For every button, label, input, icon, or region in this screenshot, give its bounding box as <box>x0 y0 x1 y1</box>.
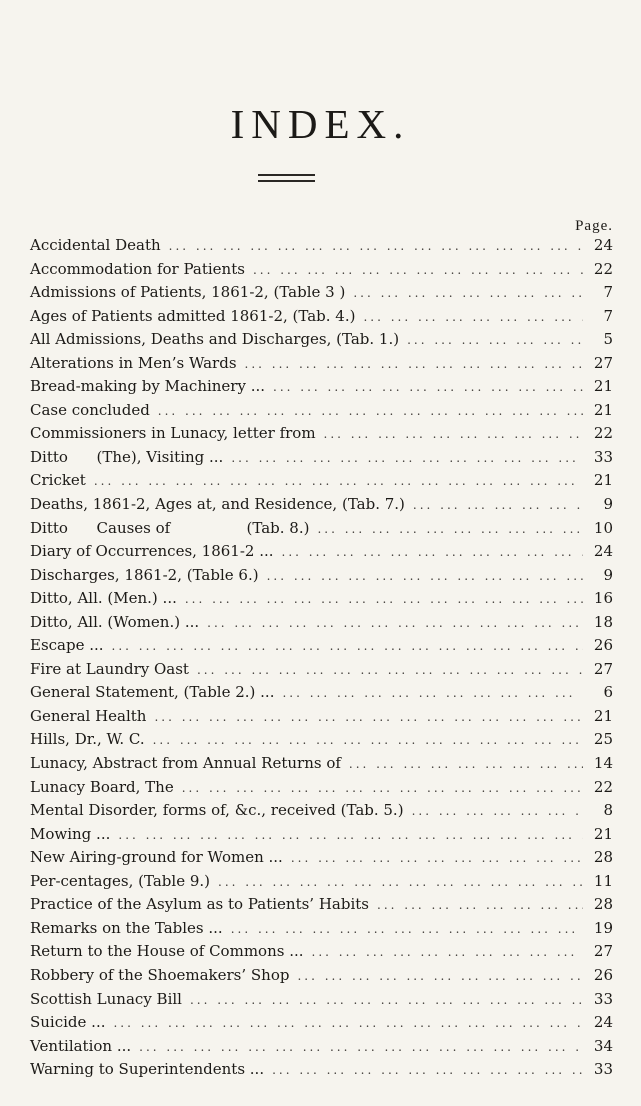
entry-label: Scottish Lunacy Bill <box>30 989 182 1008</box>
entry-page-number: 11 <box>593 871 613 890</box>
entry-label: Ditto, All. (Men.) ... <box>30 589 177 608</box>
index-entry <box>30 260 613 284</box>
entry-label: Remarks on the Tables ... <box>30 918 223 937</box>
entry-label: Admissions of Patients, 1861-2, (Table 3 ) <box>30 283 346 302</box>
index-entry <box>30 848 613 872</box>
index-entry <box>30 990 613 1014</box>
entry-page-number: 16 <box>593 589 613 608</box>
entry-page-number: 27 <box>593 659 613 678</box>
entry-page-number: 28 <box>593 895 613 914</box>
index-entry <box>30 636 613 660</box>
entry-page-number: 24 <box>593 542 613 561</box>
dot-leader <box>253 263 583 277</box>
dot-leader <box>112 639 583 653</box>
dot-leader <box>185 592 583 606</box>
dot-leader <box>153 733 583 747</box>
index-entry <box>30 377 613 401</box>
index-entry <box>30 1060 613 1084</box>
dot-leader <box>312 945 583 959</box>
dot-leader <box>154 710 583 724</box>
index-entry <box>30 683 613 707</box>
index-entry <box>30 1013 613 1037</box>
dot-leader <box>353 286 583 300</box>
dot-leader <box>273 380 583 394</box>
index-entry <box>30 542 613 566</box>
entry-label: Case concluded <box>30 400 150 419</box>
entry-page-number: 24 <box>593 1013 613 1032</box>
entry-label: Alterations in Men’s Wards <box>30 353 237 372</box>
dot-leader <box>291 851 583 865</box>
entry-page-number: 8 <box>603 801 613 820</box>
entry-label: Escape ... <box>30 636 104 655</box>
entry-label: Fire at Laundry Oast <box>30 659 189 678</box>
entry-label: Practice of the Asylum as to Patients’ Habits <box>30 895 369 914</box>
index-entry <box>30 801 613 825</box>
entry-label: Per-centages, (Table 9.) <box>30 871 210 890</box>
dot-leader <box>118 828 583 842</box>
entry-page-number: 21 <box>593 377 613 396</box>
entry-page-number: 21 <box>593 400 613 419</box>
entry-page-number: 25 <box>593 730 613 749</box>
entry-page-number: 14 <box>593 754 613 773</box>
entry-label: Hills, Dr., W. C. <box>30 730 145 749</box>
index-entry <box>30 730 613 754</box>
index-entry <box>30 1037 613 1061</box>
entry-page-number: 9 <box>603 495 613 514</box>
index-entry <box>30 330 613 354</box>
entry-label: Robbery of the Shoemakers’ Shop <box>30 965 290 984</box>
entry-page-number: 27 <box>593 942 613 961</box>
dot-leader <box>190 993 583 1007</box>
entry-page-number: 34 <box>593 1036 613 1055</box>
entry-label: Ventilation ... <box>30 1036 132 1055</box>
index-entry <box>30 401 613 425</box>
entry-page-number: 7 <box>603 283 613 302</box>
entry-page-number: 33 <box>593 447 613 466</box>
entry-label: Ditto Causes of (Tab. 8.) <box>30 518 310 537</box>
entry-label: Diary of Occurrences, 1861-2 ... <box>30 542 274 561</box>
entry-page-number: 28 <box>593 848 613 867</box>
entry-page-number: 9 <box>603 565 613 584</box>
dot-leader <box>413 498 583 512</box>
dot-leader <box>207 616 583 630</box>
entry-page-number: 22 <box>593 259 613 278</box>
dot-leader <box>94 474 583 488</box>
index-entry <box>30 966 613 990</box>
dot-leader <box>324 427 583 441</box>
entry-page-number: 7 <box>603 306 613 325</box>
entry-page-number: 6 <box>603 683 613 702</box>
entry-page-number: 33 <box>593 989 613 1008</box>
entry-label: Lunacy, Abstract from Annual Returns of <box>30 754 341 773</box>
dot-leader <box>113 1016 583 1030</box>
index-entry <box>30 495 613 519</box>
entry-label: Cricket <box>30 471 86 490</box>
index-entry <box>30 448 613 472</box>
entry-label: General Health <box>30 706 147 725</box>
dot-leader <box>349 757 583 771</box>
entry-label: Commissioners in Lunacy, letter from <box>30 424 316 443</box>
entry-page-number: 26 <box>593 636 613 655</box>
entry-label: Bread-making by Machinery ... <box>30 377 266 396</box>
dot-leader <box>297 969 583 983</box>
index-entry <box>30 613 613 637</box>
entry-label: Return to the House of Commons ... <box>30 942 304 961</box>
dot-leader <box>317 522 583 536</box>
entry-label: Mowing ... <box>30 824 111 843</box>
entry-label: Suicide ... <box>30 1013 106 1032</box>
title-rule-upper <box>258 174 315 176</box>
index-entry <box>30 895 613 919</box>
index-entry <box>30 424 613 448</box>
entry-label: Discharges, 1861-2, (Table 6.) <box>30 565 259 584</box>
index-entry <box>30 566 613 590</box>
title-rule-lower <box>258 180 315 182</box>
entry-page-number: 33 <box>593 1060 613 1079</box>
entry-label: Ages of Patients admitted 1861-2, (Tab. 4.) <box>30 306 356 325</box>
entry-page-number: 21 <box>593 471 613 490</box>
entry-label: Accommodation for Patients <box>30 259 245 278</box>
entry-label: All Admissions, Deaths and Discharges, (Tab. 1.) <box>30 330 400 349</box>
index-entry <box>30 754 613 778</box>
dot-leader <box>197 663 583 677</box>
dot-leader <box>231 922 583 936</box>
dot-leader <box>282 686 583 700</box>
dot-leader <box>245 357 583 371</box>
entry-page-number: 21 <box>593 824 613 843</box>
entry-page-number: 22 <box>593 424 613 443</box>
entry-label: New Airing-ground for Women ... <box>30 848 283 867</box>
dot-leader <box>407 333 583 347</box>
dot-leader <box>158 404 583 418</box>
dot-leader <box>182 781 583 795</box>
index-entries <box>30 236 613 1084</box>
dot-leader <box>218 875 583 889</box>
dot-leader <box>412 804 583 818</box>
entry-label: Ditto (The), Visiting ... <box>30 447 224 466</box>
index-entry <box>30 942 613 966</box>
index-entry <box>30 660 613 684</box>
entry-page-number: 26 <box>593 965 613 984</box>
entry-page-number: 24 <box>593 236 613 254</box>
entry-label: Warning to Superintendents ... <box>30 1060 265 1079</box>
dot-leader <box>377 898 583 912</box>
index-entry <box>30 354 613 378</box>
index-entry <box>30 707 613 731</box>
entry-page-number: 18 <box>593 612 613 631</box>
dot-leader <box>169 239 583 253</box>
index-entry <box>30 307 613 331</box>
dot-leader <box>267 569 583 583</box>
entry-label: General Statement, (Table 2.) ... <box>30 683 275 702</box>
entry-page-number: 22 <box>593 777 613 796</box>
page-column-header: Page. <box>575 218 613 234</box>
entry-page-number: 10 <box>593 518 613 537</box>
entry-label: Ditto, All. (Women.) ... <box>30 612 200 631</box>
index-title: INDEX. <box>230 101 411 147</box>
index-entry <box>30 778 613 802</box>
dot-leader <box>363 310 583 324</box>
index-entry <box>30 919 613 943</box>
index-entry <box>30 471 613 495</box>
index-entry <box>30 236 613 260</box>
index-entry <box>30 872 613 896</box>
entry-label: Accidental Death <box>30 236 161 254</box>
index-entry <box>30 589 613 613</box>
entry-page-number: 21 <box>593 706 613 725</box>
entry-page-number: 19 <box>593 918 613 937</box>
entry-page-number: 27 <box>593 353 613 372</box>
dot-leader <box>231 451 583 465</box>
dot-leader <box>139 1040 583 1054</box>
entry-page-number: 5 <box>603 330 613 349</box>
index-entry <box>30 283 613 307</box>
entry-label: Lunacy Board, The <box>30 777 174 796</box>
dot-leader <box>272 1063 583 1077</box>
dot-leader <box>282 545 583 559</box>
index-entry <box>30 825 613 849</box>
index-entry <box>30 519 613 543</box>
entry-label: Mental Disorder, forms of, &c., received (Tab. 5.) <box>30 801 404 820</box>
entry-label: Deaths, 1861-2, Ages at, and Residence, (Tab. 7.) <box>30 495 405 514</box>
